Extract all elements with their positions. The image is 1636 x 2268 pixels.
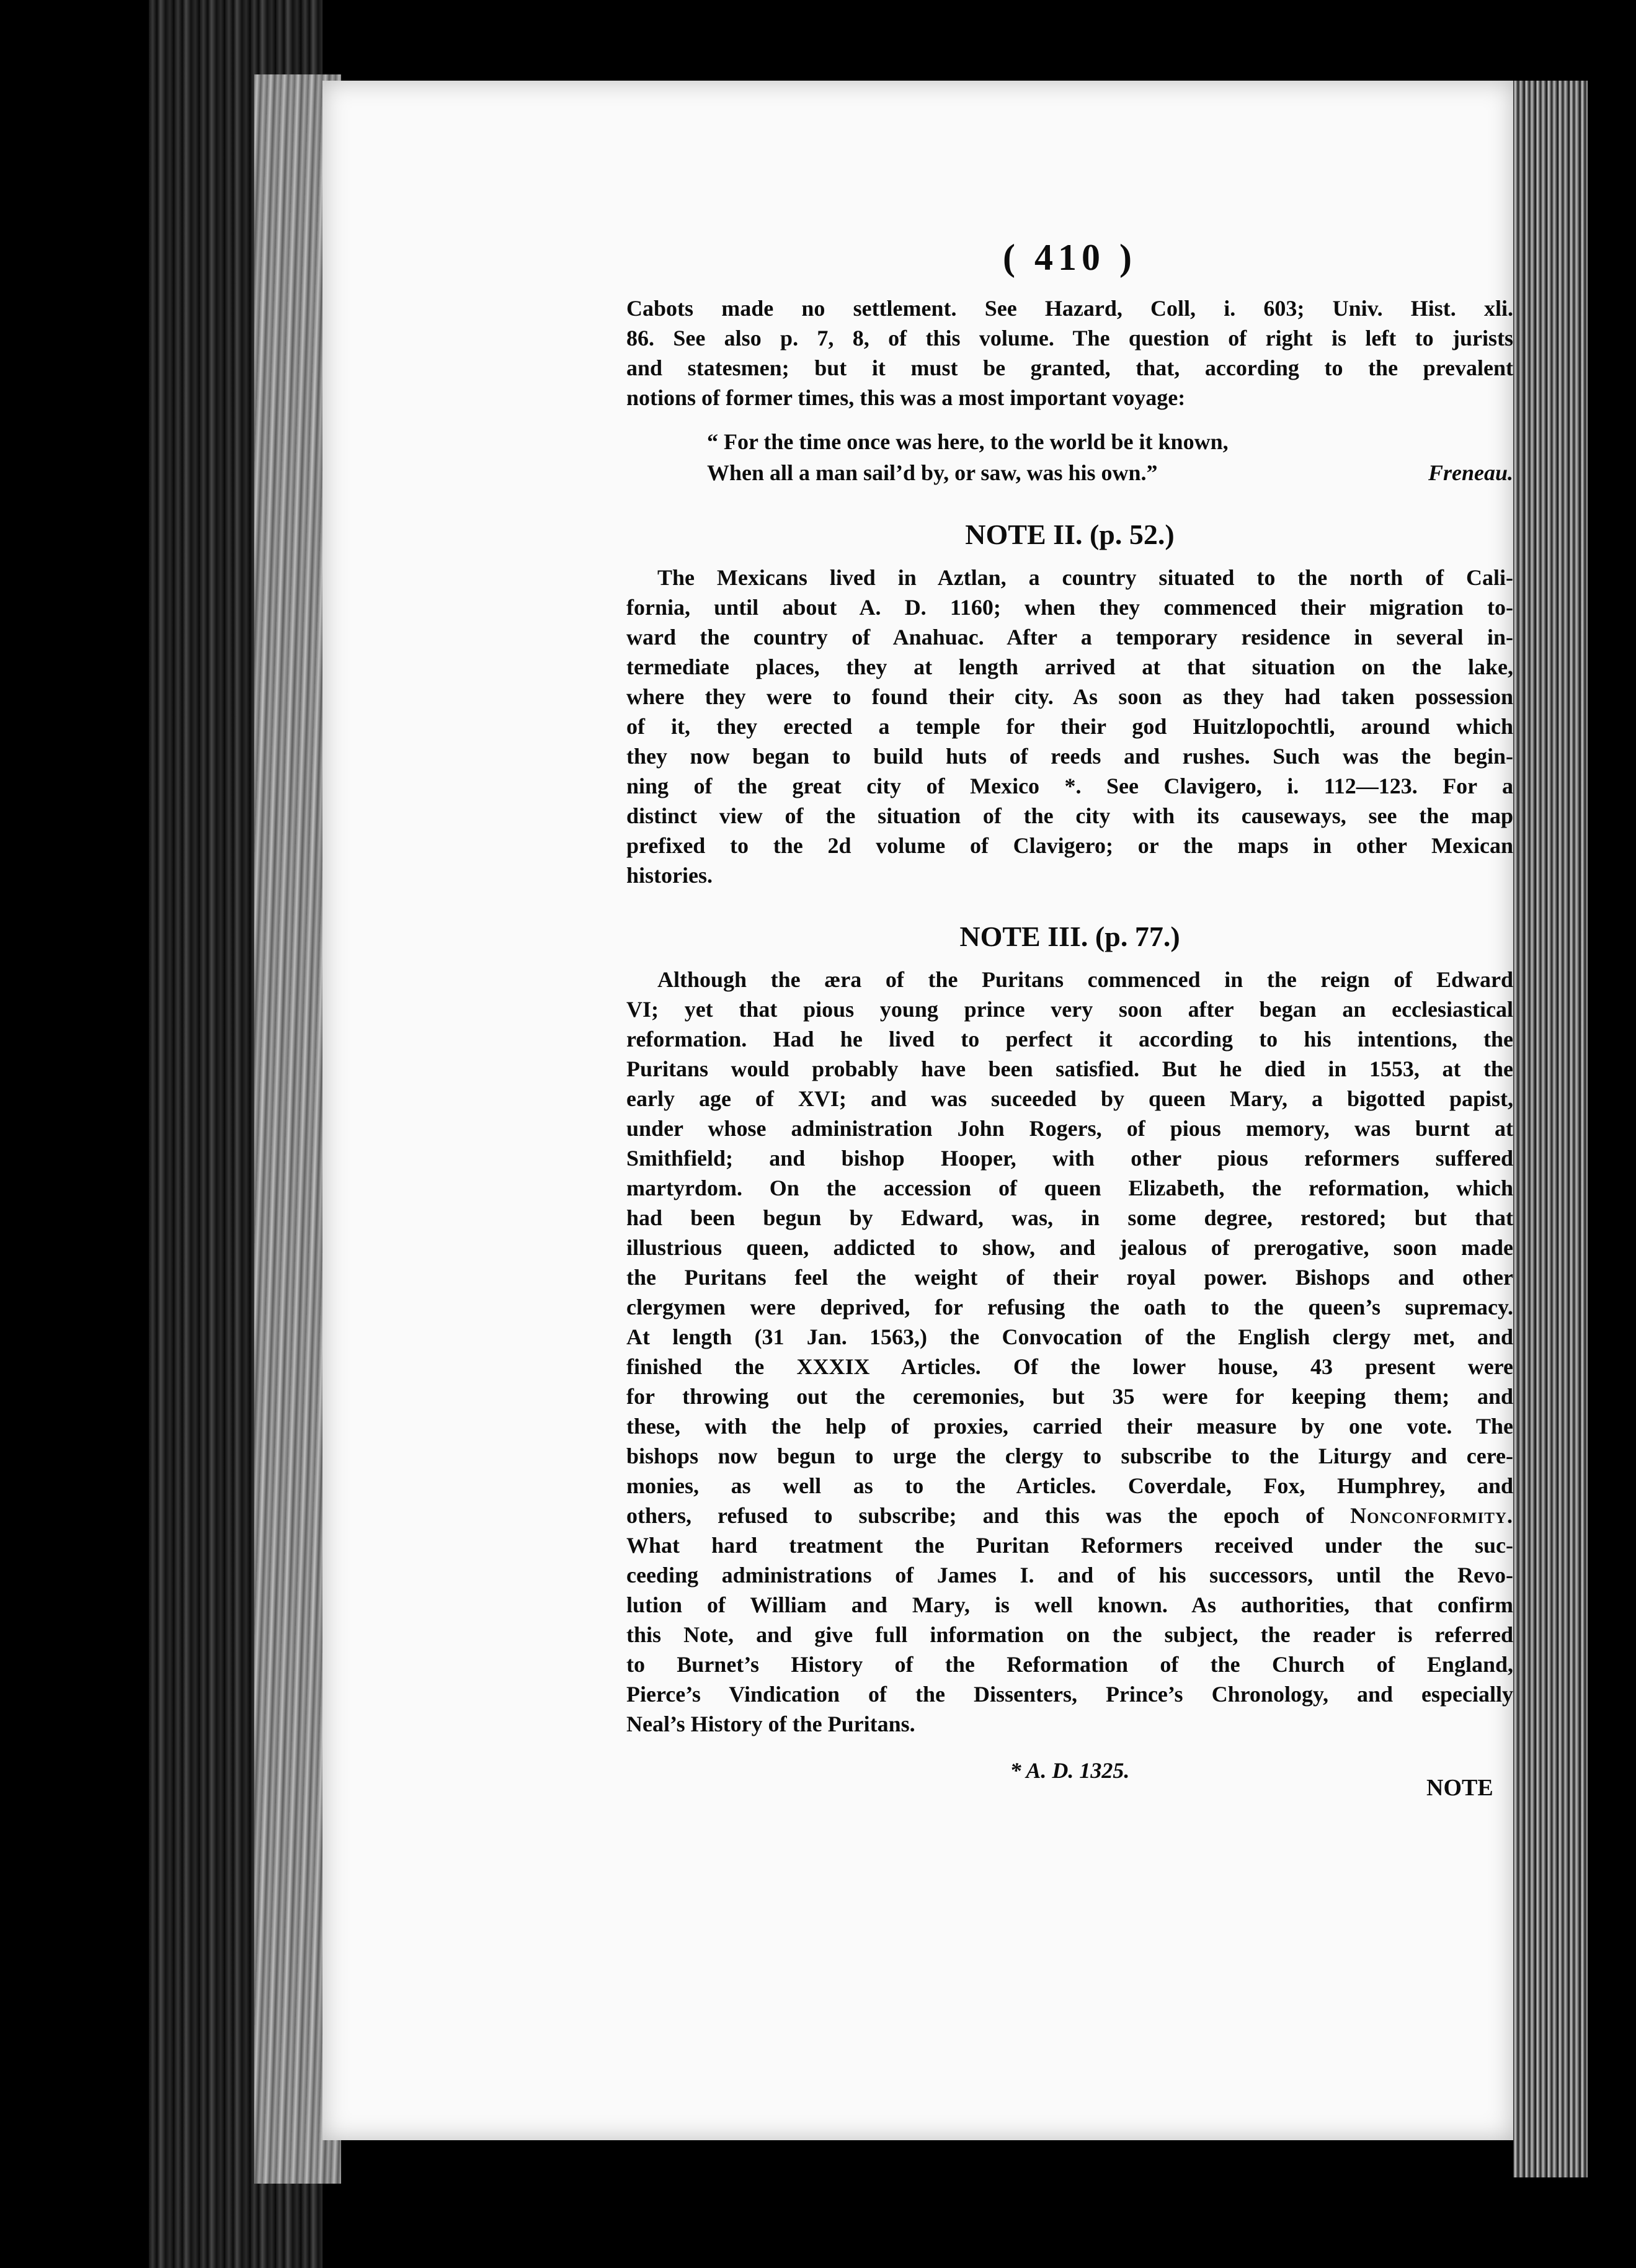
- text-line: At length (31 Jan. 1563,) the Convocation of the English clergy met, and: [626, 1324, 1513, 1349]
- text-line: fornia, until about A. D. 1160; when they commenced their migration to-: [626, 595, 1513, 620]
- text-line: Puritans would probably have been satisfied. But he died in 1553, at the: [626, 1056, 1513, 1081]
- text-line: clergymen were deprived, for refusing the oath to the queen’s supremacy.: [626, 1295, 1513, 1319]
- text-line: monies, as well as to the Articles. Coverdale, Fox, Humphrey, and: [626, 1473, 1513, 1498]
- text-line: to Burnet’s History of the Reformation of the Church of England,: [626, 1652, 1513, 1677]
- text-line: and statesmen; but it must be granted, that, according to the prevalent: [626, 355, 1513, 380]
- text-line: Cabots made no settlement. See Hazard, Coll, i. 603; Univ. Hist. xli.: [626, 296, 1513, 321]
- text-line: distinct view of the situation of the city with its causeways, see the map: [626, 803, 1513, 828]
- text-line: early age of XVI; and was suceeded by queen Mary, a bigotted papist,: [626, 1086, 1513, 1111]
- text-line: 86. See also p. 7, 8, of this volume. The question of right is left to jurists: [626, 326, 1513, 350]
- text-line: Pierce’s Vindication of the Dissenters, Prince’s Chronology, and especially: [626, 1682, 1513, 1707]
- text-line: ning of the great city of Mexico *. See Clavigero, i. 112—123. For a: [626, 774, 1513, 798]
- text-line: Smithfield; and bishop Hooper, with other pious reformers suffered: [626, 1146, 1513, 1171]
- text-line: prefixed to the 2d volume of Clavigero; or the maps in other Mexican: [626, 833, 1513, 858]
- nonconformity-term: Nonconformity.: [1350, 1503, 1513, 1528]
- text-line: Although the æra of the Puritans commenced in the reign of Edward: [657, 967, 1513, 992]
- page-fore-edge: [1513, 81, 1588, 2177]
- verse-quote: [707, 426, 1513, 488]
- text-line: VI; yet that pious young prince very soon after began an ecclesiastical: [626, 997, 1513, 1022]
- text-line: where they were to found their city. As soon as they had taken possession: [626, 684, 1513, 709]
- text-line: they now began to build huts of reeds and rushes. Such was the begin-: [626, 744, 1513, 769]
- note2-heading: NOTE II. (p. 52.): [965, 519, 1175, 550]
- text-line: bishops now begun to urge the clergy to subscribe to the Liturgy and cere-: [626, 1444, 1513, 1468]
- text-line: What hard treatment the Puritan Reformers received under the suc-: [626, 1533, 1513, 1558]
- text-line: ceeding administrations of James I. and of his successors, until the Revo-: [626, 1563, 1513, 1587]
- verse-line: “ For the time once was here, to the world be it known,: [707, 429, 1229, 454]
- text-line: of it, they erected a temple for their god Huitzlopochtli, around which: [626, 714, 1513, 739]
- text-line: the Puritans feel the weight of their royal power. Bishops and other: [626, 1265, 1513, 1290]
- text-line: [626, 1501, 1513, 1530]
- text-line: Neal’s History of the Puritans.: [626, 1712, 915, 1736]
- text-line: illustrious queen, addicted to show, and jealous of prerogative, soon made: [626, 1235, 1513, 1260]
- text-line: martyrdom. On the accession of queen Elizabeth, the reformation, which: [626, 1176, 1513, 1200]
- text-line-start: others, refused to subscribe; and this was the epoch of: [626, 1503, 1325, 1528]
- catchword: NOTE: [1426, 1775, 1493, 1801]
- text-line: these, with the help of proxies, carried their measure by one vote. The: [626, 1414, 1513, 1439]
- text-line: for throwing out the ceremonies, but 35 were for keeping them; and: [626, 1384, 1513, 1409]
- text-line: lution of William and Mary, is well known. As authorities, that confirm: [626, 1592, 1513, 1617]
- text-line: notions of former times, this was a most important voyage:: [626, 385, 1186, 410]
- footnote: * A. D. 1325.: [1010, 1758, 1130, 1783]
- text-line: this Note, and give full information on the subject, the reader is referred: [626, 1622, 1513, 1647]
- text-block: [626, 239, 1513, 1784]
- text-line: reformation. Had he lived to perfect it according to his intentions, the: [626, 1027, 1513, 1051]
- text-line: termediate places, they at length arrived at that situation on the lake,: [626, 654, 1513, 679]
- note2-body: [626, 563, 1513, 890]
- note1-continuation: [626, 293, 1513, 413]
- note3-heading: NOTE III. (p. 77.): [959, 921, 1180, 952]
- text-line: had been begun by Edward, was, in some degree, restored; but that: [626, 1205, 1513, 1230]
- note3-body: [626, 965, 1513, 1739]
- text-line: The Mexicans lived in Aztlan, a country situated to the north of Cali-: [657, 565, 1513, 590]
- text-line: finished the XXXIX Articles. Of the lower house, 43 present were: [626, 1354, 1513, 1379]
- text-line: histories.: [626, 863, 713, 888]
- text-line: ward the country of Anahuac. After a temporary residence in several in-: [626, 625, 1513, 650]
- verse-line: [707, 457, 1513, 488]
- verse-author: Freneau.: [1428, 460, 1513, 485]
- verse-line-text: When all a man sail’d by, or saw, was his own.”: [707, 460, 1158, 485]
- page-number: ( 410 ): [1003, 237, 1137, 278]
- text-line: under whose administration John Rogers, of pious memory, was burnt at: [626, 1116, 1513, 1141]
